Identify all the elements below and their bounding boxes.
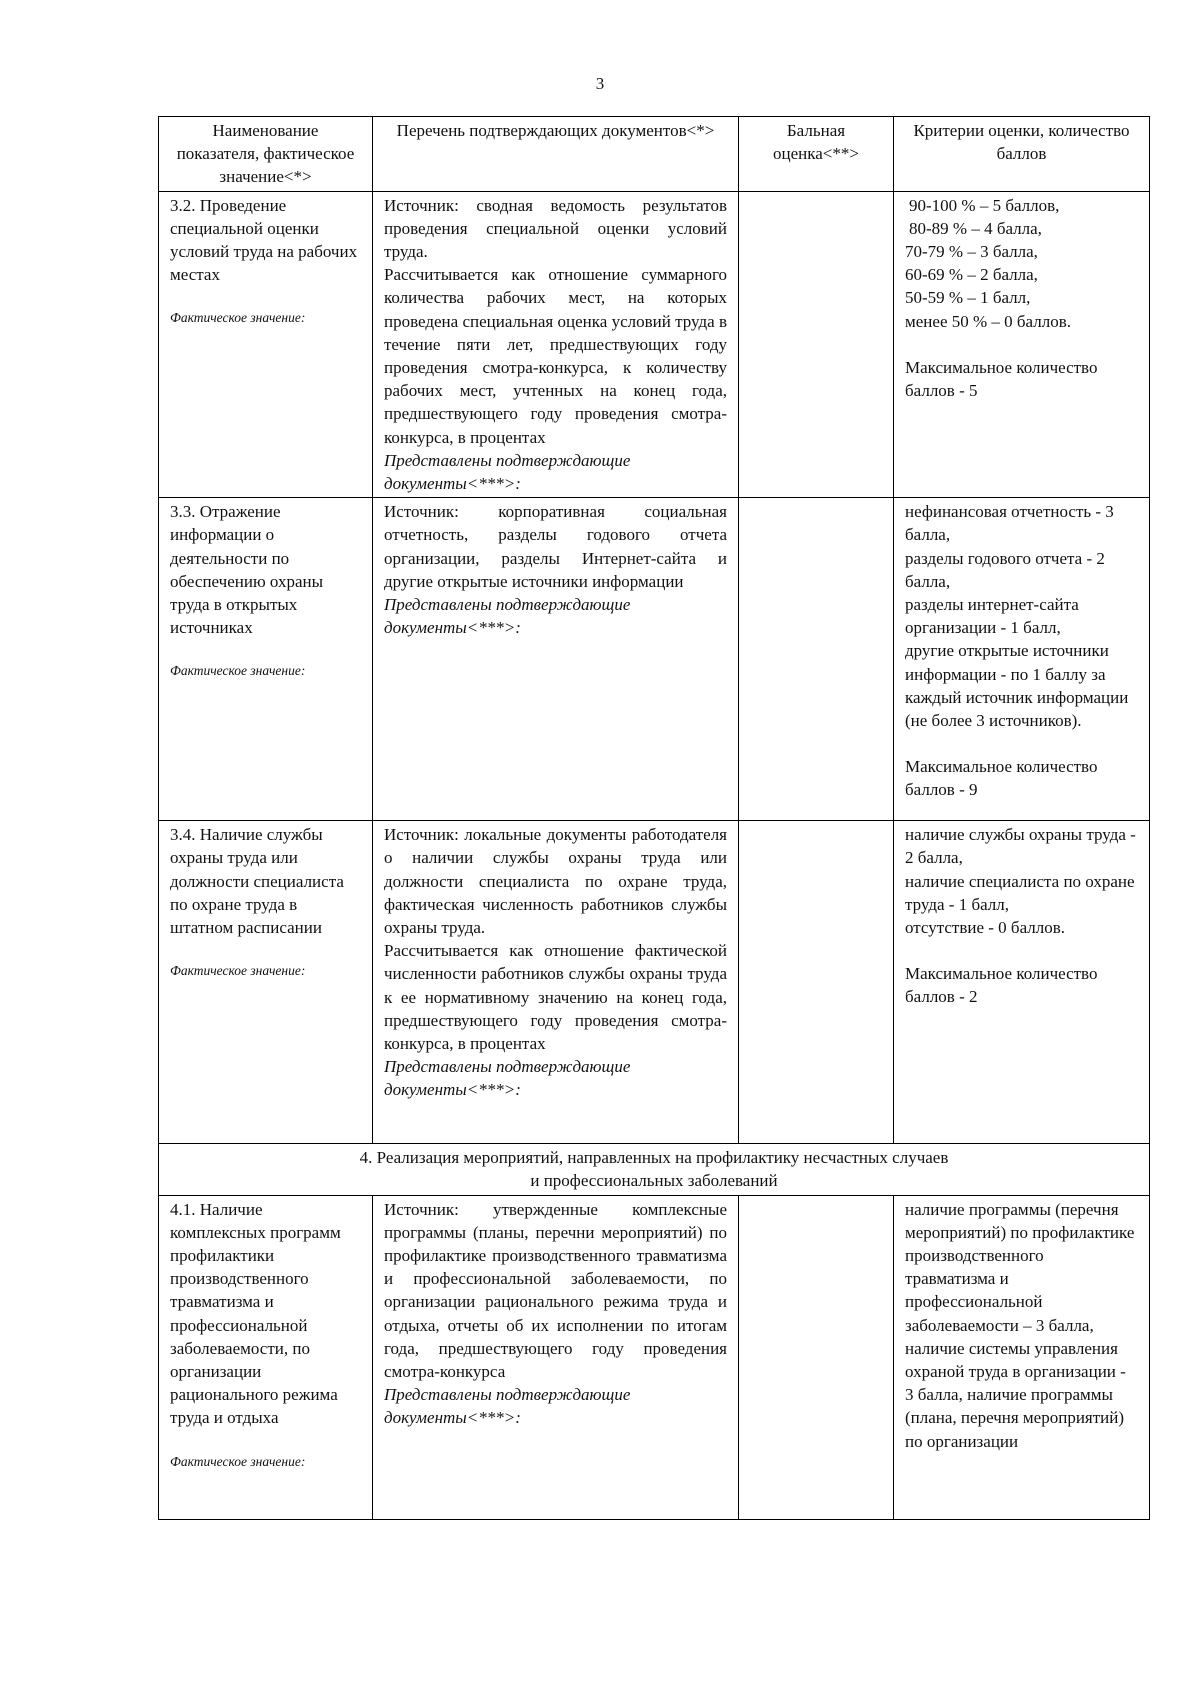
criteria-line: разделы годового отчета - 2 балла, (905, 548, 1105, 591)
indicator-cell (159, 191, 373, 498)
criteria-line: наличие специалиста по охране труда - 1 балл, (905, 871, 1135, 914)
rating-table (158, 116, 1150, 1520)
section-heading-row (159, 1144, 1150, 1195)
indicator-name: 3.3. Отражение информации о деятельности по обеспечению охраны труда в открытых источниках (170, 502, 324, 638)
header-criteria: Критерии оценки, количество баллов (894, 117, 1150, 192)
criteria-cell (894, 821, 1150, 1144)
documents-cell (373, 498, 739, 821)
source-text: Источник: сводная ведомость результатов проведения специальной оценки условий труда. (384, 195, 727, 262)
criteria-line: 80-89 % – 4 балла, (909, 218, 1042, 238)
max-score: Максимальное количество баллов - 5 (905, 357, 1098, 401)
documents-cell (373, 821, 739, 1144)
max-score: Максимальное количество баллов - 9 (905, 757, 1098, 800)
proof-label: документы<***>: (384, 618, 521, 638)
fact-value-label: Фактическое значение: (170, 663, 306, 679)
score-cell[interactable] (739, 1195, 894, 1519)
proof-label: документы<***>: (384, 1408, 521, 1428)
criteria-line: разделы интернет-сайта организации - 1 балл, (905, 595, 1079, 638)
calc-text: Рассчитывается как отношение суммарного количества рабочих мест, на которых проведена специальная оценка условий труда в течение пяти лет, предшествующих году проведения смотра-конкурса, к количеству рабочих мест, учтенных на конец года, предшествующего году проведения смотра-конкурса, в процентах (384, 265, 727, 447)
fact-value-label: Фактическое значение: (170, 310, 306, 326)
section-title-line: и профессиональных заболеваний (530, 1171, 778, 1191)
table-row (159, 821, 1150, 1144)
header-documents: Перечень подтверждающих документов<*> (373, 117, 739, 192)
fact-value-label: Фактическое значение: (170, 963, 306, 979)
criteria-line: 60-69 % – 2 балла, (905, 265, 1038, 285)
header-indicator-name: Наименование показателя, фактическое значение<*> (159, 117, 373, 192)
indicator-cell (159, 821, 373, 1144)
source-text: Источник: локальные документы работодателя о наличии службы охраны труда или должности специалиста по охране труда, фактическая численность работников службы охраны труда. (384, 825, 727, 938)
table-header-row (159, 117, 1150, 192)
criteria-text: наличие программы (перечня мероприятий) по профилактике производственного травматизма и профессиональной заболеваемости – 3 балла, наличие системы управления охраной труда в организации - 3 балла, наличие программы (плана, перечня мероприятий) по организации (905, 1199, 1135, 1451)
documents-cell (373, 191, 739, 498)
page-number: 3 (595, 74, 605, 93)
criteria-line: другие открытые источники информации - по 1 баллу за каждый источник информации (не более 3 источников). (905, 641, 1129, 731)
indicator-name: 4.1. Наличие комплексных программ профилактики производственного травматизма и профессиональной заболеваемости, по организации рационального режима труда и отдыха (170, 1199, 341, 1428)
criteria-line: нефинансовая отчетность - 3 балла, (905, 502, 1114, 545)
fact-value-label: Фактическое значение: (170, 1453, 306, 1469)
criteria-cell (894, 498, 1150, 821)
indicator-cell (159, 498, 373, 821)
table-row (159, 191, 1150, 498)
criteria-line: наличие службы охраны труда - 2 балла, (905, 825, 1136, 868)
proof-label: Представлены подтверждающие (384, 595, 631, 615)
max-score: Максимальное количество баллов - 2 (905, 964, 1098, 1007)
table-row (159, 1195, 1150, 1519)
proof-label: документы<***>: (384, 474, 521, 494)
calc-text: Рассчитывается как отношение фактической численности работников службы охраны труда к ее нормативному значению на конец года, предшествующего году проведения смотра-конкурса, в процентах (384, 941, 727, 1054)
proof-label: документы<***>: (384, 1080, 521, 1100)
indicator-cell (159, 1195, 373, 1519)
score-cell[interactable] (739, 191, 894, 498)
criteria-line: отсутствие - 0 баллов. (905, 918, 1066, 938)
proof-label: Представлены подтверждающие (384, 450, 631, 470)
criteria-line: 90-100 % – 5 баллов, (909, 195, 1060, 215)
source-text: Источник: утвержденные комплексные программы (планы, перечни мероприятий) по профилактике производственного травматизма и профессиональной заболеваемости, по организации рационального режима труда и отдыха, отчеты об их исполнении по итогам года, предшествующего году проведения смотра-конкурса (384, 1199, 727, 1382)
score-cell[interactable] (739, 821, 894, 1144)
proof-label: Представлены подтверждающие (384, 1385, 631, 1405)
criteria-line: 50-59 % – 1 балл, (905, 288, 1031, 308)
proof-label: Представлены подтверждающие (384, 1057, 631, 1077)
section-title-line: 4. Реализация мероприятий, направленных на профилактику несчастных случаев (359, 1148, 949, 1168)
criteria-cell (894, 191, 1150, 498)
header-score: Бальная оценка<**> (739, 117, 894, 192)
criteria-line: 70-79 % – 3 балла, (905, 242, 1038, 262)
documents-cell (373, 1195, 739, 1519)
source-text: Источник: корпоративная социальная отчетность, разделы годового отчета организации, разделы Интернет-сайта и другие открытые источники информации (384, 502, 727, 591)
indicator-name: 3.4. Наличие службы охраны труда или должности специалиста по охране труда в штатном расписании (170, 825, 344, 938)
criteria-line: менее 50 % – 0 баллов. (905, 311, 1071, 331)
table-row (159, 498, 1150, 821)
criteria-cell (894, 1195, 1150, 1519)
section-title (159, 1144, 1150, 1195)
indicator-name: 3.2. Проведение специальной оценки условий труда на рабочих местах (170, 195, 358, 285)
score-cell[interactable] (739, 498, 894, 821)
